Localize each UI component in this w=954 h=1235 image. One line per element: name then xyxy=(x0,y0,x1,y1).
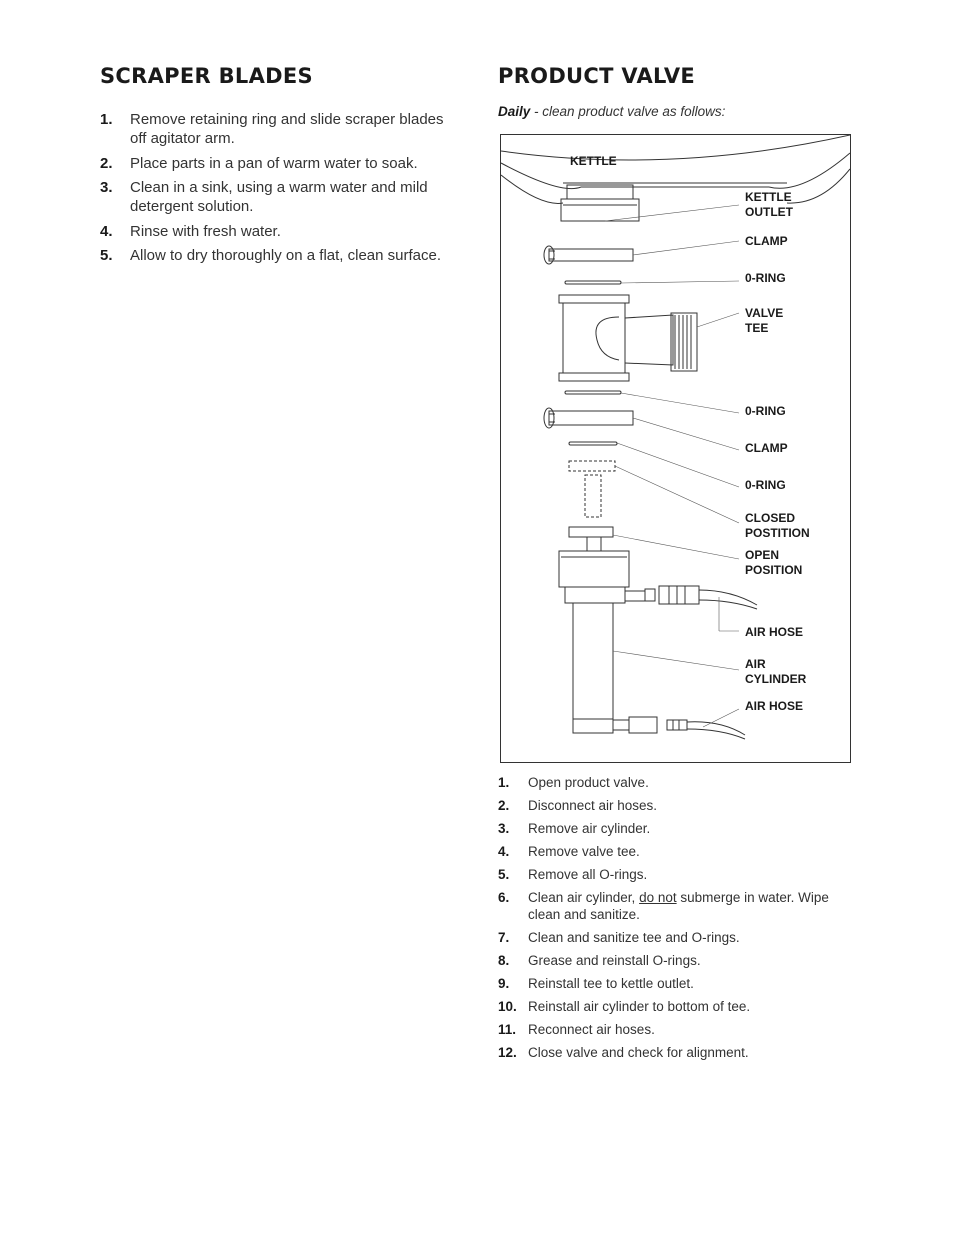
list-item: 6. Clean air cylinder, do not submerge in water. Wipe clean and sanitize. xyxy=(498,890,829,922)
label-oring-3: 0-RING xyxy=(745,478,786,492)
label-clamp-1: CLAMP xyxy=(745,234,788,248)
clamp-2-shape xyxy=(544,408,633,428)
leader-lines xyxy=(605,205,739,727)
open-position-shape xyxy=(569,527,613,551)
label-oring-2: 0-RING xyxy=(745,404,786,418)
label-valve-tee: VALVE TEE xyxy=(745,306,784,335)
list-item: 4. Rinse with fresh water. xyxy=(100,222,281,240)
label-oring-1: 0-RING xyxy=(745,271,786,285)
list-item: 3. Remove air cylinder. xyxy=(498,821,651,836)
list-item: 12. Close valve and check for alignment. xyxy=(498,1045,749,1060)
label-kettle-outlet: KETTLE OUTLET xyxy=(745,190,793,219)
kettle-shape xyxy=(501,135,850,203)
product-valve-heading: PRODUCT VALVE xyxy=(498,64,696,88)
label-air-hose-1: AIR HOSE xyxy=(745,625,804,639)
list-item: 9. Reinstall tee to kettle outlet. xyxy=(498,976,694,991)
list-item: 10. Reinstall air cylinder to bottom of tee. xyxy=(498,999,751,1014)
list-item: 2. Disconnect air hoses. xyxy=(498,798,658,813)
label-air-hose-2: AIR HOSE xyxy=(745,699,804,713)
kettle-outlet-shape xyxy=(561,185,639,221)
scraper-steps-list xyxy=(100,110,460,265)
product-valve-section xyxy=(498,64,858,119)
do-not-emphasis: do not xyxy=(639,890,677,905)
list-item: 11. Reconnect air hoses. xyxy=(498,1022,655,1037)
scraper-blades-section xyxy=(100,64,460,271)
label-clamp-2: CLAMP xyxy=(745,441,788,455)
list-item: 7. Clean and sanitize tee and O-rings. xyxy=(498,930,740,945)
list-item: 5. Allow to dry thoroughly on a flat, clean surface. xyxy=(100,247,442,264)
list-item: 4. Remove valve tee. xyxy=(498,844,640,859)
scraper-blades-heading: SCRAPER BLADES xyxy=(100,64,313,88)
product-valve-subtitle: Daily - clean product valve as follows: xyxy=(498,104,726,119)
closed-position-shape xyxy=(569,461,615,517)
list-item: 2. Place parts in a pan of warm water to soak. xyxy=(100,154,418,172)
list-item: 8. Grease and reinstall O-rings. xyxy=(498,953,701,968)
valve-tee-shape xyxy=(559,295,697,381)
label-closed-position: CLOSED POSTITION xyxy=(745,511,810,540)
clamp-1-shape xyxy=(544,246,633,264)
air-cylinder-shape xyxy=(559,551,757,739)
list-item: 5. Remove all O-rings. xyxy=(498,867,648,882)
list-item: 3. Clean in a sink, using a warm water and mild detergent solution. xyxy=(100,179,428,215)
label-open-position: OPEN POSITION xyxy=(745,548,803,577)
product-valve-steps-list xyxy=(498,774,858,1067)
oring-3-shape xyxy=(569,442,617,445)
label-air-cylinder: AIR CYLINDER xyxy=(745,657,807,686)
product-valve-diagram xyxy=(500,134,851,763)
oring-1-shape xyxy=(565,281,621,284)
list-item: 1. Remove retaining ring and slide scraper blades off agitator arm. xyxy=(100,111,444,147)
label-kettle: KETTLE xyxy=(570,154,617,168)
oring-2-shape xyxy=(565,391,621,394)
list-item: 1. Open product valve. xyxy=(498,775,649,790)
